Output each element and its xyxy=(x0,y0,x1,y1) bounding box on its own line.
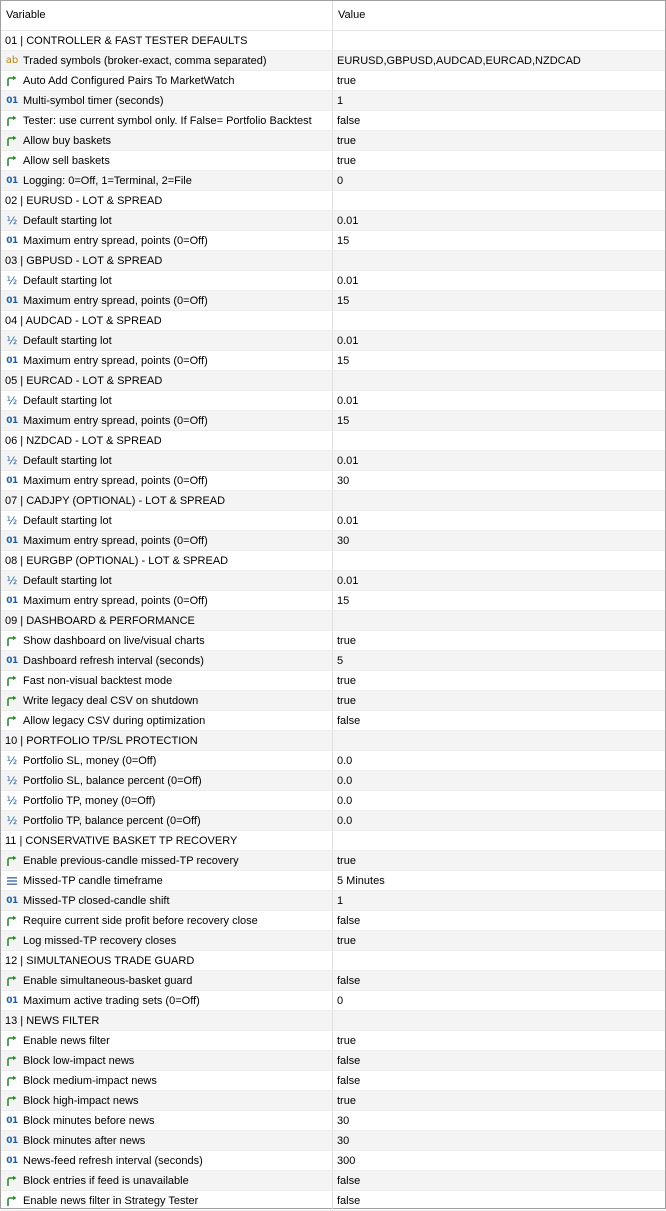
variable-label: 07 | CADJPY (OPTIONAL) - LOT & SPREAD xyxy=(5,494,226,507)
bool-arrow-icon xyxy=(5,1194,19,1208)
variable-cell[interactable] xyxy=(1,1071,333,1090)
variable-label: Block entries if feed is unavailable xyxy=(23,1174,189,1187)
parameter-row[interactable] xyxy=(1,771,665,791)
variable-label: Enable news filter in Strategy Tester xyxy=(23,1194,199,1207)
bool-arrow-icon xyxy=(5,1034,19,1048)
parameter-row[interactable] xyxy=(1,331,665,351)
variable-cell[interactable] xyxy=(1,1151,333,1170)
value-cell[interactable] xyxy=(333,951,665,970)
fraction-icon: ½ xyxy=(6,273,18,287)
bool-arrow-icon xyxy=(5,934,19,948)
section-header-row[interactable] xyxy=(1,31,665,51)
parameter-row[interactable] xyxy=(1,291,665,311)
variable-cell[interactable] xyxy=(1,1051,333,1070)
variable-label: 11 | CONSERVATIVE BASKET TP RECOVERY xyxy=(5,834,238,847)
variable-label: Write legacy deal CSV on shutdown xyxy=(23,694,199,707)
variable-label: Show dashboard on live/visual charts xyxy=(23,634,205,647)
variable-cell[interactable] xyxy=(1,251,333,270)
parameter-row[interactable] xyxy=(1,391,665,411)
variable-cell[interactable] xyxy=(1,871,333,890)
value-cell[interactable]: false xyxy=(337,915,361,927)
variable-cell[interactable] xyxy=(1,891,333,910)
variable-cell[interactable] xyxy=(1,1011,333,1030)
variable-cell[interactable] xyxy=(1,711,333,730)
variable-cell[interactable] xyxy=(1,831,333,850)
parameter-row[interactable] xyxy=(1,211,665,231)
value-cell[interactable]: false xyxy=(337,975,361,987)
value-cell[interactable]: true xyxy=(337,75,356,87)
variable-cell[interactable] xyxy=(1,571,333,590)
variable-cell[interactable] xyxy=(1,631,333,650)
value-cell[interactable] xyxy=(333,31,665,50)
value-cell[interactable]: 0.0 xyxy=(337,815,353,827)
bool-arrow-icon xyxy=(5,74,19,88)
variable-label: Maximum entry spread, points (0=Off) xyxy=(23,414,208,427)
variable-label: 09 | DASHBOARD & PERFORMANCE xyxy=(5,614,195,627)
variable-label: 13 | NEWS FILTER xyxy=(5,1014,100,1027)
variable-label: Maximum entry spread, points (0=Off) xyxy=(23,354,208,367)
variable-cell[interactable] xyxy=(1,191,333,210)
variable-label: Maximum active trading sets (0=Off) xyxy=(23,994,200,1007)
parameter-row[interactable] xyxy=(1,1051,665,1071)
value-cell[interactable]: 5 xyxy=(337,655,344,667)
integer-icon: 01 xyxy=(6,655,18,666)
parameter-row[interactable] xyxy=(1,671,665,691)
value-cell[interactable]: 1 xyxy=(337,95,344,107)
value-cell[interactable]: 0.01 xyxy=(337,455,359,467)
bool-arrow-icon xyxy=(5,114,19,128)
value-cell[interactable] xyxy=(333,431,665,450)
integer-icon: 01 xyxy=(6,1155,18,1166)
section-header-row[interactable] xyxy=(1,1011,665,1031)
variable-cell[interactable] xyxy=(1,71,333,90)
variable-cell[interactable] xyxy=(1,471,333,490)
variable-label: Maximum entry spread, points (0=Off) xyxy=(23,474,208,487)
bool-arrow-icon xyxy=(5,714,19,728)
parameter-row[interactable] xyxy=(1,571,665,591)
variable-label: Tester: use current symbol only. If False= Portfolio Backtest xyxy=(23,114,312,127)
value-cell[interactable] xyxy=(333,191,665,210)
variable-cell[interactable] xyxy=(1,431,333,450)
parameter-row[interactable] xyxy=(1,1191,665,1211)
variable-cell[interactable] xyxy=(1,1111,333,1130)
value-cell[interactable] xyxy=(333,611,665,630)
section-header-row[interactable] xyxy=(1,611,665,631)
parameter-row[interactable] xyxy=(1,711,665,731)
variable-label: Enable simultaneous-basket guard xyxy=(23,974,193,987)
fraction-icon: ½ xyxy=(6,213,18,227)
variable-label: Auto Add Configured Pairs To MarketWatch xyxy=(23,74,235,87)
bool-arrow-icon xyxy=(5,674,19,688)
value-cell[interactable] xyxy=(333,371,665,390)
variable-label: Block high-impact news xyxy=(23,1094,139,1107)
value-cell[interactable] xyxy=(333,311,665,330)
integer-icon: 01 xyxy=(6,355,18,366)
variable-label: 05 | EURCAD - LOT & SPREAD xyxy=(5,374,163,387)
section-header-row[interactable] xyxy=(1,191,665,211)
parameter-row[interactable] xyxy=(1,131,665,151)
bool-arrow-icon xyxy=(5,914,19,928)
variable-cell[interactable] xyxy=(1,991,333,1010)
fraction-icon: ½ xyxy=(6,793,18,807)
variable-cell[interactable] xyxy=(1,151,333,170)
value-cell[interactable]: false xyxy=(337,715,361,727)
variable-cell[interactable] xyxy=(1,951,333,970)
value-cell[interactable]: 30 xyxy=(337,1135,350,1147)
variable-label: Require current side profit before recovery close xyxy=(23,914,258,927)
section-header-row[interactable] xyxy=(1,431,665,451)
variable-cell[interactable] xyxy=(1,591,333,610)
parameter-row[interactable] xyxy=(1,1031,665,1051)
variable-cell[interactable] xyxy=(1,971,333,990)
variable-cell[interactable] xyxy=(1,51,333,70)
value-cell[interactable]: 0.01 xyxy=(337,515,359,527)
parameter-row[interactable] xyxy=(1,931,665,951)
variable-cell[interactable] xyxy=(1,931,333,950)
variable-cell[interactable] xyxy=(1,1191,333,1210)
variable-cell[interactable] xyxy=(1,651,333,670)
bool-arrow-icon xyxy=(5,854,19,868)
value-cell[interactable] xyxy=(333,831,665,850)
variable-cell[interactable] xyxy=(1,351,333,370)
variable-cell[interactable] xyxy=(1,791,333,810)
parameter-row[interactable] xyxy=(1,1071,665,1091)
variable-label: Dashboard refresh interval (seconds) xyxy=(23,654,204,667)
parameter-row[interactable] xyxy=(1,91,665,111)
variable-cell[interactable] xyxy=(1,291,333,310)
value-cell[interactable]: 15 xyxy=(337,295,350,307)
value-cell[interactable]: 0.01 xyxy=(337,395,359,407)
value-cell[interactable]: 15 xyxy=(337,235,350,247)
variable-label: Default starting lot xyxy=(23,274,112,287)
bool-arrow-icon xyxy=(5,1054,19,1068)
variable-label: Logging: 0=Off, 1=Terminal, 2=File xyxy=(23,174,192,187)
variable-label: Allow sell baskets xyxy=(23,154,110,167)
variable-cell[interactable] xyxy=(1,131,333,150)
variable-label: Enable news filter xyxy=(23,1034,110,1047)
parameter-row[interactable] xyxy=(1,51,665,71)
integer-icon: 01 xyxy=(6,595,18,606)
column-header-variable[interactable]: Variable xyxy=(1,1,333,30)
fraction-icon: ½ xyxy=(6,773,18,787)
fraction-icon: ½ xyxy=(6,573,18,587)
value-cell[interactable]: 0.01 xyxy=(337,335,359,347)
value-cell[interactable]: false xyxy=(337,1055,361,1067)
variable-label: Allow legacy CSV during optimization xyxy=(23,714,206,727)
variable-cell[interactable] xyxy=(1,211,333,230)
parameter-row[interactable] xyxy=(1,851,665,871)
variable-label: Default starting lot xyxy=(23,394,112,407)
variable-label: 01 | CONTROLLER & FAST TESTER DEFAULTS xyxy=(5,34,248,47)
value-cell[interactable]: false xyxy=(337,1175,361,1187)
parameter-row[interactable] xyxy=(1,1151,665,1171)
parameter-row[interactable] xyxy=(1,171,665,191)
variable-label: Portfolio TP, balance percent (0=Off) xyxy=(23,814,201,827)
variable-label: Log missed-TP recovery closes xyxy=(23,934,177,947)
integer-icon: 01 xyxy=(6,895,18,906)
variable-cell[interactable] xyxy=(1,31,333,50)
integer-icon: 01 xyxy=(6,235,18,246)
section-header-row[interactable] xyxy=(1,311,665,331)
variable-cell[interactable] xyxy=(1,751,333,770)
parameter-row[interactable] xyxy=(1,891,665,911)
value-cell[interactable]: 0.0 xyxy=(337,775,353,787)
value-cell[interactable]: true xyxy=(337,155,356,167)
variable-cell[interactable] xyxy=(1,531,333,550)
variable-label: Missed-TP closed-candle shift xyxy=(23,894,170,907)
variable-cell[interactable] xyxy=(1,271,333,290)
variable-label: Maximum entry spread, points (0=Off) xyxy=(23,234,208,247)
integer-icon: 01 xyxy=(6,95,18,106)
fraction-icon: ½ xyxy=(6,753,18,767)
value-cell[interactable]: 15 xyxy=(337,355,350,367)
variable-cell[interactable] xyxy=(1,691,333,710)
parameter-row[interactable] xyxy=(1,591,665,611)
variable-cell[interactable] xyxy=(1,551,333,570)
column-header-value[interactable]: Value xyxy=(338,9,366,21)
variable-cell[interactable] xyxy=(1,331,333,350)
integer-icon: 01 xyxy=(6,535,18,546)
variable-cell[interactable] xyxy=(1,231,333,250)
section-header-row[interactable] xyxy=(1,951,665,971)
variable-cell[interactable] xyxy=(1,411,333,430)
parameter-row[interactable] xyxy=(1,911,665,931)
variable-label: 10 | PORTFOLIO TP/SL PROTECTION xyxy=(5,734,198,747)
list-icon xyxy=(5,874,19,888)
variable-label: Missed-TP candle timeframe xyxy=(23,874,163,887)
variable-label: Default starting lot xyxy=(23,334,112,347)
variable-label: Allow buy baskets xyxy=(23,134,112,147)
parameter-row[interactable] xyxy=(1,691,665,711)
fraction-icon: ½ xyxy=(6,393,18,407)
value-cell[interactable]: true xyxy=(337,855,356,867)
value-cell[interactable]: 1 xyxy=(337,895,344,907)
value-cell[interactable]: 0 xyxy=(337,175,344,187)
integer-icon: 01 xyxy=(6,1115,18,1126)
parameter-row[interactable] xyxy=(1,471,665,491)
parameter-row[interactable] xyxy=(1,991,665,1011)
variable-cell[interactable] xyxy=(1,171,333,190)
variable-cell[interactable] xyxy=(1,1131,333,1150)
variable-cell[interactable] xyxy=(1,371,333,390)
value-cell[interactable]: true xyxy=(337,675,356,687)
variable-cell[interactable] xyxy=(1,391,333,410)
parameter-row[interactable] xyxy=(1,111,665,131)
variable-label: 08 | EURGBP (OPTIONAL) - LOT & SPREAD xyxy=(5,554,229,567)
variable-label: Traded symbols (broker-exact, comma separated) xyxy=(23,54,267,67)
value-cell[interactable]: true xyxy=(337,935,356,947)
integer-icon: 01 xyxy=(6,1135,18,1146)
variable-label: Default starting lot xyxy=(23,574,112,587)
variable-label: Maximum entry spread, points (0=Off) xyxy=(23,534,208,547)
variable-label: Enable previous-candle missed-TP recovery xyxy=(23,854,239,867)
parameter-row[interactable] xyxy=(1,791,665,811)
variable-cell[interactable] xyxy=(1,1031,333,1050)
value-cell[interactable]: 30 xyxy=(337,535,350,547)
value-cell[interactable]: true xyxy=(337,695,356,707)
variable-label: 04 | AUDCAD - LOT & SPREAD xyxy=(5,314,162,327)
section-header-row[interactable] xyxy=(1,371,665,391)
section-header-row[interactable] xyxy=(1,731,665,751)
value-cell[interactable]: 0.01 xyxy=(337,275,359,287)
variable-cell[interactable] xyxy=(1,491,333,510)
section-header-row[interactable] xyxy=(1,551,665,571)
variable-label: 02 | EURUSD - LOT & SPREAD xyxy=(5,194,163,207)
parameter-row[interactable] xyxy=(1,351,665,371)
variable-label: Portfolio TP, money (0=Off) xyxy=(23,794,156,807)
integer-icon: 01 xyxy=(6,175,18,186)
variable-label: 03 | GBPUSD - LOT & SPREAD xyxy=(5,254,163,267)
value-cell[interactable] xyxy=(333,251,665,270)
variable-cell[interactable] xyxy=(1,611,333,630)
variable-label: Maximum entry spread, points (0=Off) xyxy=(23,294,208,307)
variable-cell[interactable] xyxy=(1,111,333,130)
value-cell[interactable]: true xyxy=(337,1095,356,1107)
fraction-icon: ½ xyxy=(6,453,18,467)
value-cell[interactable] xyxy=(333,731,665,750)
variable-cell[interactable] xyxy=(1,671,333,690)
variable-label: Default starting lot xyxy=(23,214,112,227)
variable-label: Fast non-visual backtest mode xyxy=(23,674,173,687)
parameter-row[interactable] xyxy=(1,971,665,991)
parameter-row[interactable] xyxy=(1,651,665,671)
value-cell[interactable]: true xyxy=(337,135,356,147)
parameter-row[interactable] xyxy=(1,1111,665,1131)
variable-cell[interactable] xyxy=(1,1171,333,1190)
variable-cell[interactable] xyxy=(1,91,333,110)
parameter-row[interactable] xyxy=(1,631,665,651)
integer-icon: 01 xyxy=(6,475,18,486)
value-cell[interactable]: 5 Minutes xyxy=(337,875,385,887)
grid-header xyxy=(1,1,665,31)
variable-cell[interactable] xyxy=(1,911,333,930)
value-cell[interactable] xyxy=(333,1011,665,1030)
parameter-row[interactable] xyxy=(1,1171,665,1191)
parameter-row[interactable] xyxy=(1,451,665,471)
variable-label: Portfolio SL, money (0=Off) xyxy=(23,754,157,767)
parameter-row[interactable] xyxy=(1,871,665,891)
bool-arrow-icon xyxy=(5,634,19,648)
value-cell[interactable]: 15 xyxy=(337,415,350,427)
variable-label: News-feed refresh interval (seconds) xyxy=(23,1154,203,1167)
integer-icon: 01 xyxy=(6,295,18,306)
integer-icon: 01 xyxy=(6,995,18,1006)
parameter-row[interactable] xyxy=(1,71,665,91)
variable-label: Default starting lot xyxy=(23,454,112,467)
variable-label: Portfolio SL, balance percent (0=Off) xyxy=(23,774,202,787)
variable-label: Multi-symbol timer (seconds) xyxy=(23,94,164,107)
parameter-row[interactable] xyxy=(1,531,665,551)
bool-arrow-icon xyxy=(5,154,19,168)
parameter-row[interactable] xyxy=(1,751,665,771)
parameter-row[interactable] xyxy=(1,511,665,531)
value-cell[interactable]: false xyxy=(337,1195,361,1207)
variable-label: Block medium-impact news xyxy=(23,1074,157,1087)
value-cell[interactable]: 0.0 xyxy=(337,795,353,807)
variable-label: Block minutes before news xyxy=(23,1114,155,1127)
value-cell[interactable]: 0.0 xyxy=(337,755,353,767)
variable-cell[interactable] xyxy=(1,311,333,330)
bool-arrow-icon xyxy=(5,1094,19,1108)
value-cell[interactable]: false xyxy=(337,115,361,127)
value-cell[interactable]: false xyxy=(337,1075,361,1087)
value-cell[interactable]: 0.01 xyxy=(337,575,359,587)
value-cell[interactable]: EURUSD,GBPUSD,AUDCAD,EURCAD,NZDCAD xyxy=(337,55,581,67)
variable-cell[interactable] xyxy=(1,811,333,830)
value-cell[interactable]: 300 xyxy=(337,1155,356,1167)
value-cell[interactable]: 30 xyxy=(337,1115,350,1127)
value-cell[interactable]: true xyxy=(337,1035,356,1047)
string-icon: ab xyxy=(5,54,19,66)
section-header-row[interactable] xyxy=(1,491,665,511)
bool-arrow-icon xyxy=(5,1174,19,1188)
section-header-row[interactable] xyxy=(1,831,665,851)
section-header-row[interactable] xyxy=(1,251,665,271)
parameter-row[interactable] xyxy=(1,811,665,831)
integer-icon: 01 xyxy=(6,415,18,426)
variable-cell[interactable] xyxy=(1,451,333,470)
variable-label: 12 | SIMULTANEOUS TRADE GUARD xyxy=(5,954,195,967)
variable-label: 06 | NZDCAD - LOT & SPREAD xyxy=(5,434,162,447)
value-cell[interactable]: 0 xyxy=(337,995,344,1007)
variable-label: Default starting lot xyxy=(23,514,112,527)
fraction-icon: ½ xyxy=(6,333,18,347)
variable-label: Block low-impact news xyxy=(23,1054,135,1067)
grid-body xyxy=(1,31,665,1211)
parameter-row[interactable] xyxy=(1,1091,665,1111)
value-cell[interactable] xyxy=(333,491,665,510)
variable-cell[interactable] xyxy=(1,771,333,790)
fraction-icon: ½ xyxy=(6,513,18,527)
parameter-row[interactable] xyxy=(1,411,665,431)
variable-cell[interactable] xyxy=(1,1091,333,1110)
value-cell[interactable]: 15 xyxy=(337,595,350,607)
bool-arrow-icon xyxy=(5,1074,19,1088)
variable-label: Block minutes after news xyxy=(23,1134,146,1147)
variable-cell[interactable] xyxy=(1,851,333,870)
value-cell[interactable]: 0.01 xyxy=(337,215,359,227)
value-cell[interactable] xyxy=(333,551,665,570)
value-cell[interactable]: 30 xyxy=(337,475,350,487)
fraction-icon: ½ xyxy=(6,813,18,827)
value-cell[interactable]: true xyxy=(337,635,356,647)
variable-cell[interactable] xyxy=(1,731,333,750)
bool-arrow-icon xyxy=(5,694,19,708)
bool-arrow-icon xyxy=(5,974,19,988)
variable-label: Maximum entry spread, points (0=Off) xyxy=(23,594,208,607)
parameter-row[interactable] xyxy=(1,271,665,291)
variable-cell[interactable] xyxy=(1,511,333,530)
parameter-row[interactable] xyxy=(1,231,665,251)
parameter-row[interactable] xyxy=(1,1131,665,1151)
parameter-row[interactable] xyxy=(1,151,665,171)
bool-arrow-icon xyxy=(5,134,19,148)
